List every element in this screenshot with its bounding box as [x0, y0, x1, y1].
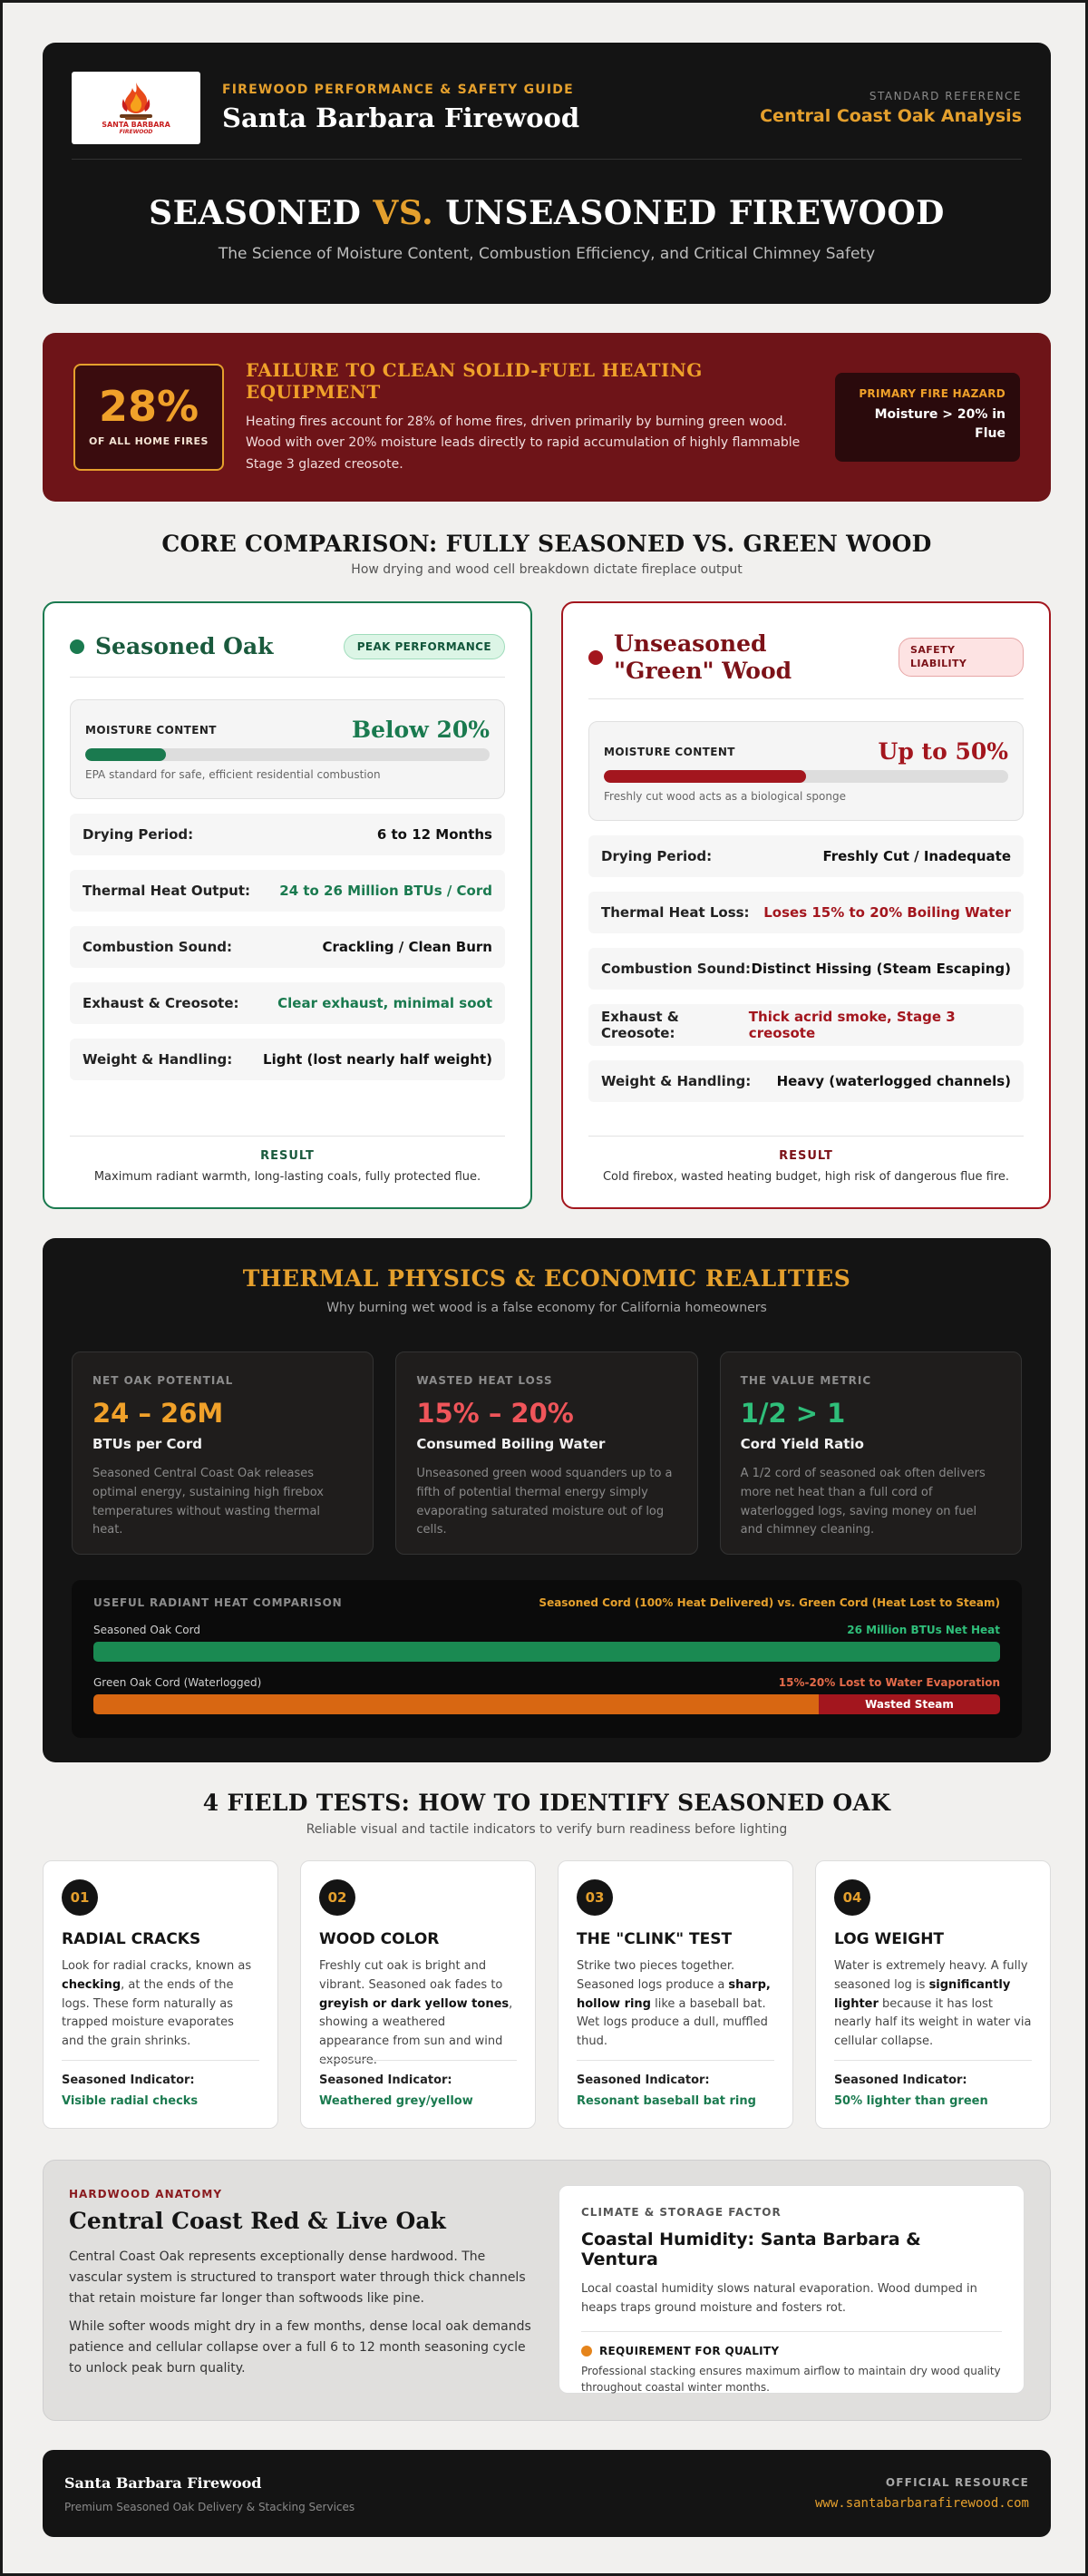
test-description — [62, 1957, 259, 2052]
attribute-value: 6 to 12 Months — [376, 826, 492, 843]
moisture-value: Up to 50% — [878, 738, 1008, 765]
green-useful-heat-fill — [93, 1694, 819, 1714]
test-description — [577, 1957, 774, 2052]
seasoned-badge: PEAK PERFORMANCE — [344, 634, 505, 659]
stat-number: 28% — [98, 382, 199, 432]
thermal-subtitle: Why burning wet wood is a false economy for California homeowners — [326, 1301, 767, 1315]
indicator-value: 50% lighter than green — [834, 2094, 988, 2108]
climate-title: Coastal Humidity: Santa Barbara & Ventura — [581, 2230, 921, 2269]
moisture-bar — [604, 770, 1008, 783]
test-desc-part: , at the ends of the logs. These form naturally as trapped moisture evaporates and the grain shrinks. — [62, 1977, 234, 2049]
test-desc-part: Freshly cut oak is bright and vibrant. Seasoned oak fades to — [319, 1959, 503, 1992]
wasted-steam-segment: Wasted Steam — [819, 1694, 1000, 1714]
attribute-row — [70, 926, 505, 968]
moisture-label: MOISTURE CONTENT — [604, 745, 735, 758]
footer-name: Santa Barbara Firewood — [64, 2474, 262, 2492]
moisture-bar-fill — [604, 770, 806, 783]
green-moisture — [588, 721, 1024, 821]
requirement-text: Professional stacking ensures maximum airflow to maintain dry wood quality throughout coastal winter months. — [581, 2364, 1001, 2395]
brand — [72, 72, 579, 144]
seasoned-dot-icon — [70, 639, 84, 654]
header — [43, 43, 1051, 304]
test-desc-emphasis: sharp, hollow ring — [577, 1977, 771, 2011]
guide-eyebrow: FIREWOOD PERFORMANCE & SAFETY GUIDE — [222, 83, 574, 97]
anatomy-section — [43, 2160, 1051, 2421]
test-card — [300, 1860, 536, 2129]
attribute-row — [588, 835, 1024, 877]
metric-unit: Cord Yield Ratio — [740, 1436, 864, 1452]
hazard-label: PRIMARY FIRE HAZARD — [859, 387, 1005, 400]
test-card — [558, 1860, 793, 2129]
footer-tagline: Premium Seasoned Oak Delivery & Stacking Services — [64, 2500, 355, 2513]
indicator-label: Seasoned Indicator: — [577, 2073, 710, 2087]
heat-label: USEFUL RADIANT HEAT COMPARISON — [93, 1596, 343, 1609]
attribute-row — [70, 982, 505, 1024]
test-description — [834, 1957, 1032, 2052]
attribute-row — [70, 870, 505, 912]
indicator-label: Seasoned Indicator: — [834, 2073, 967, 2087]
metric-card — [395, 1351, 697, 1555]
test-desc-part: Look for radial cracks, known as — [62, 1959, 252, 1973]
metric-card — [720, 1351, 1022, 1555]
title-part-seasoned: SEASONED — [149, 194, 362, 232]
moisture-note: EPA standard for safe, efficient residential combustion — [85, 768, 381, 781]
brand-title: Santa Barbara Firewood — [222, 102, 580, 133]
test-number-badge: 03 — [577, 1879, 613, 1916]
test-title: RADIAL CRACKS — [62, 1930, 201, 1948]
footer — [43, 2450, 1051, 2537]
test-desc-part: , showing a weathered appearance from sun and wind exposure. — [319, 1996, 513, 2067]
moisture-label: MOISTURE CONTENT — [85, 723, 217, 737]
page-title — [72, 194, 1022, 232]
test-desc-emphasis: checking — [62, 1977, 121, 1992]
attribute-label: Drying Period: — [83, 826, 194, 843]
green-dot-icon — [588, 650, 603, 665]
indicator-label: Seasoned Indicator: — [62, 2073, 195, 2087]
metric-value: 24 – 26M — [92, 1398, 224, 1429]
attribute-value: Loses 15% to 20% Boiling Water — [763, 904, 1011, 921]
attribute-label: Drying Period: — [601, 848, 713, 864]
title-part-unseasoned: UNSEASONED FIREWOOD — [445, 194, 945, 232]
hazard-value: Moisture > 20% in Flue — [874, 407, 1005, 441]
indicator-label: Seasoned Indicator: — [319, 2073, 452, 2087]
climate-label: CLIMATE & STORAGE FACTOR — [581, 2206, 782, 2219]
green-cord-value: 15%-20% Lost to Water Evaporation — [778, 1676, 1000, 1689]
test-number-badge: 04 — [834, 1879, 870, 1916]
test-indicator — [319, 2060, 517, 2108]
requirement-dot-icon — [581, 2346, 592, 2356]
alert-text: Heating fires account for 28% of home fires, driven primarily by burning green wood. Wood with over 20% moisture leads directly to rapid accumulation of highly flammable Stage 3 glazed creosote. — [246, 415, 801, 472]
attribute-label: Combustion Sound: — [83, 939, 233, 955]
logo[interactable] — [72, 72, 200, 144]
attribute-value: Distinct Hissing (Steam Escaping) — [751, 961, 1011, 977]
fire-hazard-alert — [43, 333, 1051, 502]
test-desc-part: Water is extremely heavy. A fully seasoned log is — [834, 1959, 1028, 1992]
attribute-value: Light (lost nearly half weight) — [263, 1051, 492, 1068]
attribute-row — [70, 1039, 505, 1080]
metric-value: 1/2 > 1 — [740, 1398, 846, 1429]
tests-title: 4 FIELD TESTS: HOW TO IDENTIFY SEASONED OAK — [202, 1790, 891, 1816]
stat-caption: OF ALL HOME FIRES — [89, 435, 209, 448]
green-badge: SAFETY LIABILITY — [899, 638, 1024, 677]
indicator-value: Visible radial checks — [62, 2094, 199, 2108]
metric-label: WASTED HEAT LOSS — [416, 1374, 553, 1387]
attribute-row — [588, 1060, 1024, 1102]
green-cord-label: Green Oak Cord (Waterlogged) — [93, 1676, 262, 1689]
ref-label: STANDARD REFERENCE — [869, 90, 1022, 102]
logo-sub: FIREWOOD — [119, 129, 153, 135]
test-title: THE "CLINK" TEST — [577, 1930, 733, 1948]
test-title: LOG WEIGHT — [834, 1930, 945, 1948]
attribute-row — [70, 814, 505, 855]
seasoned-cord-label: Seasoned Oak Cord — [93, 1624, 200, 1636]
indicator-value: Resonant baseball bat ring — [577, 2094, 756, 2108]
test-title: WOOD COLOR — [319, 1930, 440, 1948]
standard-reference — [760, 90, 1022, 126]
green-name: Unseasoned "Green" Wood — [614, 629, 792, 684]
seasoned-result — [70, 1136, 505, 1184]
anatomy-eyebrow: HARDWOOD ANATOMY — [69, 2188, 223, 2200]
attribute-value: Thick acrid smoke, Stage 3 creosote — [748, 1009, 956, 1041]
thermal-section — [43, 1238, 1051, 1762]
seasoned-cord-value: 26 Million BTUs Net Heat — [847, 1624, 1000, 1636]
test-desc-part: because it has lost nearly half its weight in water via cellular collapse. — [834, 1996, 1032, 2049]
thermal-metrics — [72, 1351, 1022, 1555]
metric-unit: BTUs per Cord — [92, 1436, 202, 1452]
flame-icon — [109, 81, 163, 121]
seasoned-attributes — [70, 814, 505, 1080]
thermal-title: THERMAL PHYSICS & ECONOMIC REALITIES — [242, 1265, 851, 1292]
result-label: RESULT — [779, 1149, 833, 1163]
test-number-badge: 01 — [62, 1879, 98, 1916]
attribute-label: Combustion Sound: — [601, 961, 752, 977]
attribute-value: 24 to 26 Million BTUs / Cord — [279, 883, 492, 899]
result-label: RESULT — [260, 1149, 315, 1163]
seasoned-moisture — [70, 699, 505, 799]
metric-description: Seasoned Central Coast Oak releases optimal energy, sustaining high firebox temperatures without wasting thermal heat. — [92, 1467, 325, 1537]
climate-text: Local coastal humidity slows natural evaporation. Wood dumped in heaps traps ground moisture and fosters rot. — [581, 2282, 977, 2315]
attribute-row — [588, 892, 1024, 933]
attribute-label: Thermal Heat Output: — [83, 883, 251, 899]
green-heat-bar — [93, 1694, 1000, 1714]
climate-card — [559, 2185, 1025, 2394]
tests-subtitle: Reliable visual and tactile indicators to verify burn readiness before lighting — [306, 1822, 788, 1837]
anatomy-title: Central Coast Red & Live Oak — [69, 2208, 446, 2234]
seasoned-name: Seasoned Oak — [95, 633, 274, 659]
logo-name: SANTA BARBARA — [102, 121, 170, 129]
test-desc-emphasis: significantly lighter — [834, 1977, 1011, 2011]
alert-title: FAILURE TO CLEAN SOLID-FUEL HEATING EQUIPMENT — [246, 359, 703, 404]
seasoned-heat-fill — [93, 1642, 1000, 1662]
test-indicator — [62, 2060, 259, 2108]
metric-label: NET OAK POTENTIAL — [92, 1374, 234, 1387]
test-number-badge: 02 — [319, 1879, 355, 1916]
footer-label: OFFICIAL RESOURCE — [885, 2476, 1029, 2489]
metric-description: Unseasoned green wood squanders up to a fifth of potential thermal energy simply evaporating saturated moisture out of log cells. — [416, 1467, 673, 1537]
footer-url-link[interactable]: www.santabarbarafirewood.com — [814, 2496, 1029, 2511]
moisture-value: Below 20% — [352, 717, 490, 743]
attribute-label: Thermal Heat Loss: — [601, 904, 750, 921]
green-card — [561, 601, 1051, 1209]
page-subtitle: The Science of Moisture Content, Combustion Efficiency, and Critical Chimney Safety — [218, 245, 876, 263]
heat-comparison — [72, 1580, 1022, 1738]
attribute-value: Heavy (waterlogged channels) — [776, 1073, 1011, 1089]
hazard-box — [835, 373, 1020, 462]
attribute-label: Weight & Handling: — [83, 1051, 233, 1068]
header-divider — [72, 159, 1022, 160]
metric-label: THE VALUE METRIC — [740, 1374, 872, 1387]
test-indicator — [577, 2060, 774, 2108]
attribute-value: Freshly Cut / Inadequate — [822, 848, 1011, 864]
test-card — [43, 1860, 278, 2129]
green-attributes — [588, 835, 1024, 1102]
ref-value: Central Coast Oak Analysis — [760, 106, 1022, 126]
indicator-value: Weathered grey/yellow — [319, 2094, 473, 2108]
moisture-bar — [85, 748, 490, 761]
attribute-value: Crackling / Clean Burn — [322, 939, 492, 955]
test-desc-part: like a baseball bat. Wet logs produce a dull, muffled thud. — [577, 1996, 768, 2049]
attribute-row — [588, 948, 1024, 990]
metric-unit: Consumed Boiling Water — [416, 1436, 606, 1452]
test-card — [815, 1860, 1051, 2129]
heat-legend: Seasoned Cord (100% Heat Delivered) vs. Green Cord (Heat Lost to Steam) — [539, 1596, 1000, 1609]
title-vs: VS. — [373, 194, 434, 232]
moisture-note: Freshly cut wood acts as a biological sponge — [604, 790, 846, 803]
metric-value: 15% – 20% — [416, 1398, 574, 1429]
comparison-subtitle: How drying and wood cell breakdown dictate fireplace output — [351, 562, 743, 577]
metric-card — [72, 1351, 374, 1555]
seasoned-card — [43, 601, 532, 1209]
anatomy-text-1: Central Coast Oak represents exceptionally dense hardwood. The vascular system is structured to transport water through thick channels that retain moisture far longer than softwoods like pine. — [69, 2249, 526, 2307]
field-tests — [43, 1860, 1051, 2129]
anatomy-text-2: While softer woods might dry in a few months, dense local oak demands patience and cellular collapse over a full 6 to 12 month seasoning cycle to unlock peak burn quality. — [69, 2319, 531, 2376]
green-result — [588, 1136, 1024, 1184]
result-text: Cold firebox, wasted heating budget, high risk of dangerous flue fire. — [602, 1170, 1010, 1184]
attribute-value: Clear exhaust, minimal soot — [277, 995, 492, 1011]
climate-divider — [581, 2331, 1002, 2332]
metric-description: A 1/2 cord of seasoned oak often delivers more net heat than a full cord of waterlogged logs, saving money on fuel and chimney cleaning. — [740, 1467, 986, 1537]
test-desc-emphasis: greyish or dark yellow tones — [319, 1996, 510, 2011]
test-indicator — [834, 2060, 1032, 2108]
attribute-label: Weight & Handling: — [601, 1073, 752, 1089]
attribute-label: Exhaust & Creosote: — [601, 1009, 679, 1041]
test-description — [319, 1957, 517, 2071]
test-desc-part: Strike two pieces together. Seasoned logs produce a — [577, 1959, 735, 1992]
result-text: Maximum radiant warmth, long-lasting coals, fully protected flue. — [93, 1170, 481, 1184]
stat-box — [73, 364, 224, 471]
comparison-title: CORE COMPARISON: FULLY SEASONED VS. GREEN WOOD — [161, 531, 932, 557]
attribute-label: Exhaust & Creosote: — [83, 995, 239, 1011]
attribute-row — [588, 1004, 1024, 1046]
moisture-bar-fill — [85, 748, 166, 761]
seasoned-heat-bar — [93, 1642, 1000, 1662]
requirement-label: REQUIREMENT FOR QUALITY — [599, 2344, 780, 2357]
